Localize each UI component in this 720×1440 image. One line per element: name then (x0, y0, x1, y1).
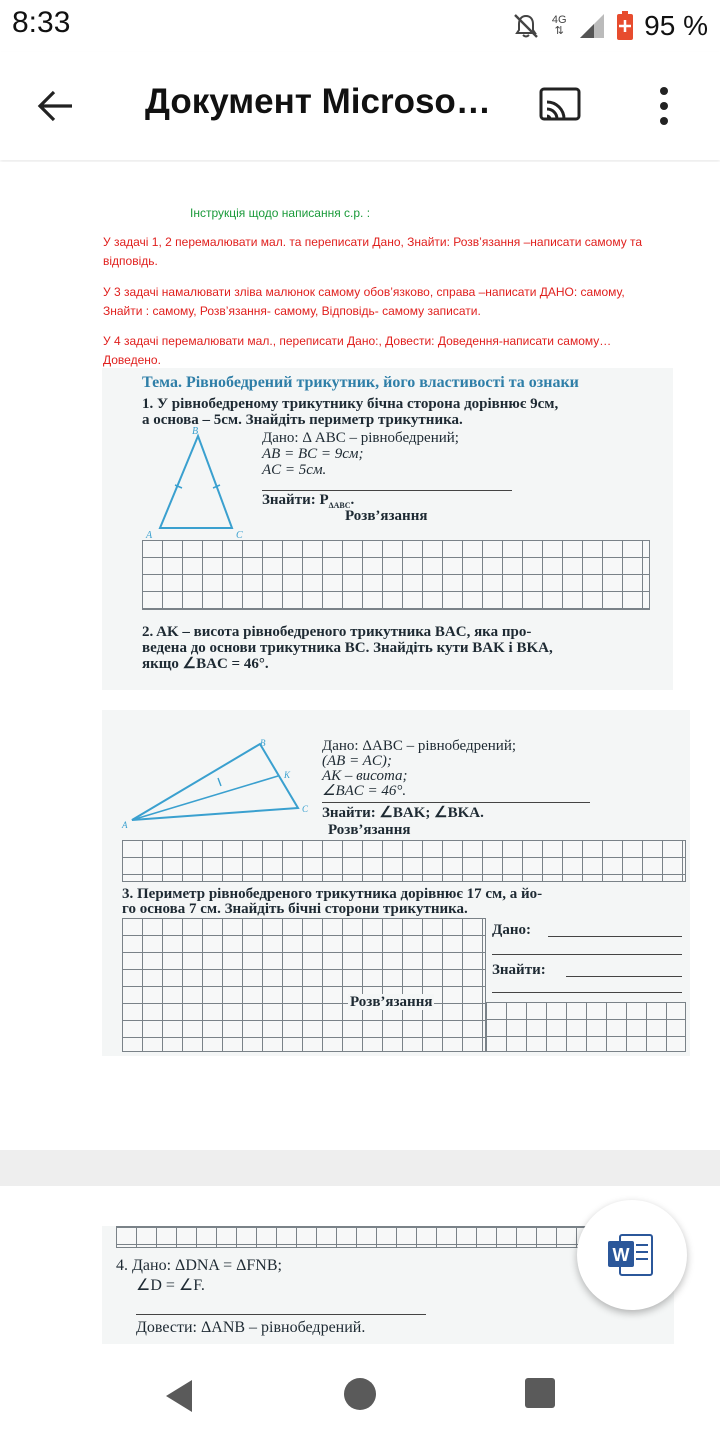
task1-find: Знайти: $P_{\Delta ABC}$. (262, 492, 355, 510)
vertex-label-a: A (146, 530, 153, 538)
task4-prove: Довести: ΔANB – рівнобедрений. (136, 1319, 366, 1336)
vertex-label-c2: C (302, 804, 309, 814)
status-icons (512, 6, 708, 46)
task3-line-2 (492, 954, 682, 955)
task2-answer-grid (122, 840, 686, 882)
worksheet-theme: Тема. Рівнобедрений трикутник, його властивості та ознаки (142, 374, 579, 391)
task2-text-1: 2. AK – висота рівнобедреного трикутника BAC, яка про- (142, 624, 532, 640)
task2-divider (322, 802, 590, 803)
signal-icon (578, 12, 606, 40)
task3-line-1 (548, 936, 682, 937)
task3-line-3 (566, 976, 682, 977)
task3-text-2: го основа 7 см. Знайдіть бічні сторони трикутника. (122, 901, 468, 917)
task1-triangle-figure (142, 426, 252, 538)
task4-given-1: 4. Дано: ΔDNA = ΔFNB; (116, 1257, 282, 1274)
task3-find: Знайти: (492, 962, 546, 978)
worksheet-scan-2 (102, 710, 690, 1056)
vertex-label-k: K (284, 770, 291, 780)
task1-given-2: AB = BC = 9см; (262, 446, 364, 462)
task3-answer-grid-right (486, 1002, 686, 1052)
vertex-label-c: C (236, 530, 243, 538)
task1-text-2: а основа – 5см. Знайдіть периметр трикутника. (142, 412, 463, 428)
back-arrow-icon[interactable] (32, 82, 80, 130)
task4-given-2: ∠D = ∠F. (136, 1277, 205, 1294)
vertex-label-b: B (192, 426, 199, 437)
task3-text-1: 3. Периметр рівнобедреного трикутника дорівнює 17 см, а йо- (122, 886, 543, 902)
task3-answer-grid-left (122, 918, 486, 1052)
nav-recent-icon[interactable] (525, 1378, 555, 1408)
word-app-icon (608, 1233, 654, 1277)
instructions-heading: Інструкція щодо написання с.р. : (190, 206, 371, 220)
vertex-label-b2: B (260, 738, 266, 748)
worksheet-scan-1 (102, 368, 673, 690)
task4-divider (136, 1314, 426, 1315)
task1-answer-grid (142, 540, 650, 610)
page-separator (0, 1150, 720, 1186)
battery-percent: 95 % (644, 10, 708, 41)
task2-triangle-figure (120, 738, 320, 830)
task1-solution-label: Розв’язання (345, 508, 428, 524)
battery-icon (616, 11, 634, 41)
more-vert-icon[interactable] (650, 82, 678, 130)
task1-given-3: AC = 5см. (262, 462, 327, 478)
task2-given-1: Дано: ΔABC – рівнобедрений; (322, 738, 517, 754)
task2-given-4: ∠BAC = 46°. (322, 783, 407, 799)
task2-given-2: (AB = AC); (322, 753, 392, 769)
status-time: 8:33 (12, 6, 71, 39)
task1-divider (262, 490, 512, 491)
task1-given-1: Дано: Δ ABC – рівнобедрений; (262, 430, 459, 446)
task2-text-3: якщо ∠BAC = 46°. (142, 656, 269, 672)
task2-text-2: ведена до основи трикутника BC. Знайдіть кути BAK і BKA, (142, 640, 553, 656)
cast-icon[interactable] (538, 86, 582, 124)
vertex-label-a2: A (122, 820, 128, 830)
instruction-1: У задачі 1, 2 перемалювати мал. та переписати Дано, Знайти: Розв’язання –написати самому та відповідь. (103, 235, 643, 268)
document-page[interactable] (0, 162, 720, 1150)
open-in-word-button[interactable] (577, 1200, 687, 1310)
task4-top-grid (116, 1226, 586, 1248)
status-bar (0, 0, 720, 52)
instruction-2: У 3 задачі намалювати зліва малюнок самому обов’язково, справа –написати ДАНО: самому, Знайти : самому, Розв’язання- самому, Відповідь- самому записати. (103, 285, 625, 318)
document-title: Документ Microso… (145, 82, 491, 121)
system-nav-bar (0, 1356, 720, 1440)
mute-icon (512, 12, 540, 40)
network-label: 4G ⇅ (551, 14, 567, 37)
nav-back-icon[interactable] (160, 1376, 200, 1416)
task2-given-3: AK – висота; (322, 768, 408, 784)
task3-given: Дано: (492, 922, 531, 938)
app-bar (0, 52, 720, 160)
svg-text:W: W (612, 1245, 630, 1265)
nav-home-icon[interactable] (344, 1378, 376, 1410)
task2-solution-label: Розв’язання (328, 822, 411, 838)
instruction-3: У 4 задачі перемалювати мал., переписати Дано:, Довести: Доведення-написати самому… Доведено. (103, 334, 612, 367)
task2-find: Знайти: ∠BAK; ∠BKA. (322, 805, 484, 821)
task3-line-4 (492, 992, 682, 993)
task3-solution-label: Розв’язання (350, 994, 433, 1010)
task1-text: 1. У рівнобедреному трикутнику бічна сторона дорівнює 9см, (142, 396, 559, 412)
